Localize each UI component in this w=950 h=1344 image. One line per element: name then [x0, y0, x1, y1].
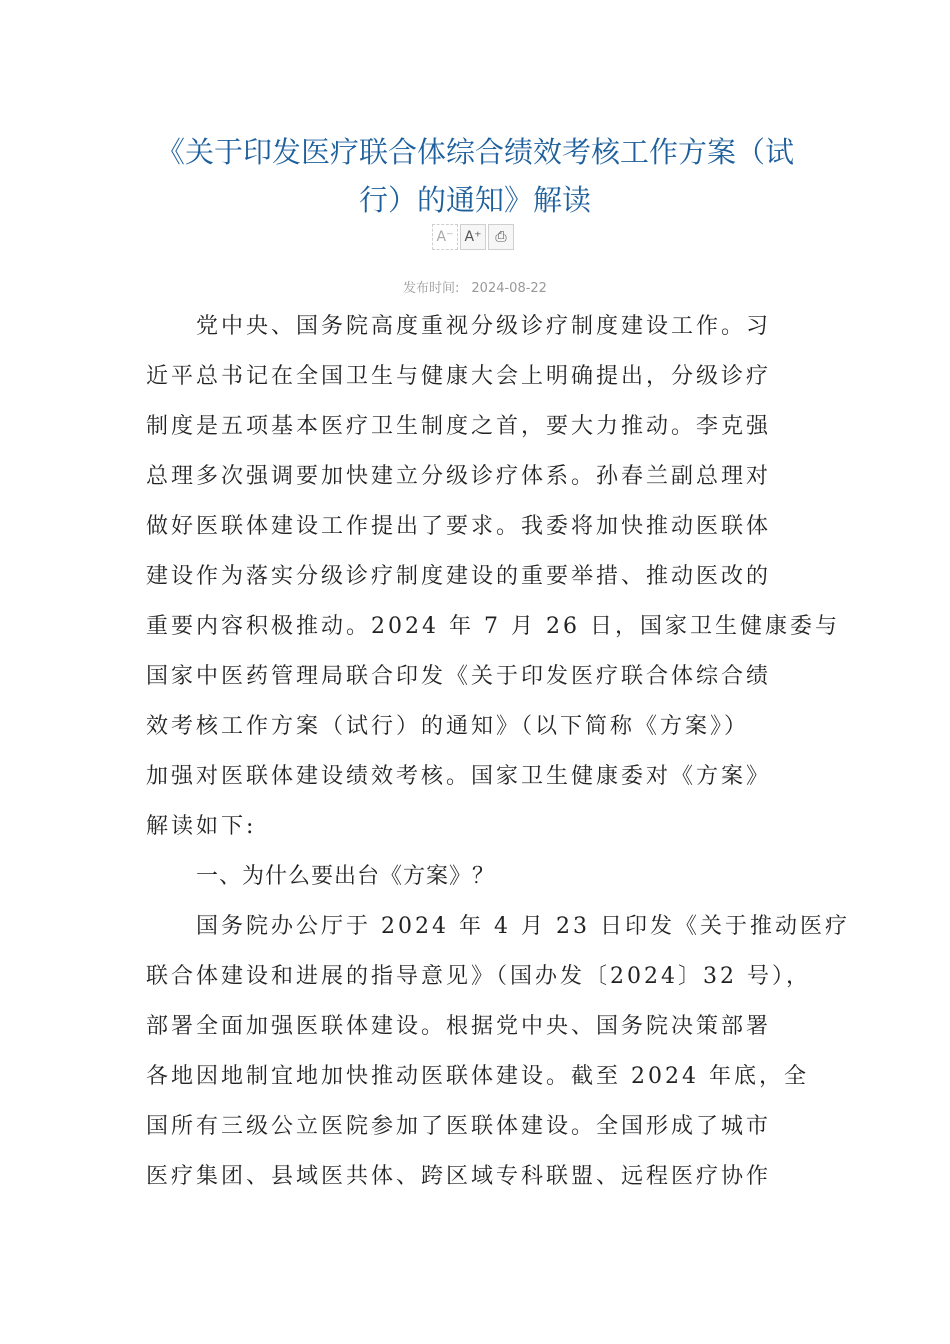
body-line: 近平总书记在全国卫生与健康大会上明确提出，分级诊疗: [146, 364, 772, 389]
print-icon: ⎙: [495, 229, 507, 245]
article-title: [140, 128, 810, 224]
body-line: 加强对医联体建设绩效考核。国家卫生健康委对《方案》: [146, 764, 772, 789]
publish-date: [0, 277, 950, 296]
publish-date-value: 2024-08-22: [471, 281, 547, 296]
body-line: 做好医联体建设工作提出了要求。我委将加快推动医联体: [146, 514, 772, 539]
article-body: [146, 302, 850, 1202]
body-line: 总理多次强调要加快建立分级诊疗体系。孙春兰副总理对: [146, 464, 772, 489]
body-line: 医疗集团、县域医共体、跨区域专科联盟、远程医疗协作: [146, 1164, 772, 1189]
section-heading: 一、为什么要出台《方案》？: [196, 864, 496, 889]
font-smaller-button[interactable]: [432, 224, 458, 250]
body-line: 国务院办公厅于 2024 年 4 月 23 日印发《关于推动医疗: [196, 914, 850, 939]
body-line: 各地因地制宜地加快推动医联体建设。截至 2024 年底，全: [146, 1064, 809, 1089]
body-line: 解读如下:: [146, 814, 257, 839]
body-line: 重要内容积极推动。2024 年 7 月 26 日，国家卫生健康委与: [146, 614, 840, 639]
print-button[interactable]: [488, 224, 514, 250]
font-larger-icon: A⁺: [464, 229, 482, 245]
title-line-1: 《关于印发医疗联合体综合绩效考核工作方案（试: [155, 135, 794, 169]
text-tools: [432, 224, 514, 250]
title-line-2: 行）的通知》解读: [358, 183, 591, 217]
font-smaller-icon: A⁻: [436, 229, 454, 245]
body-line: 国家中医药管理局联合印发《关于印发医疗联合体综合绩: [146, 664, 772, 689]
body-line: 联合体建设和进展的指导意见》（国办发〔2024〕32 号），: [146, 964, 811, 989]
body-line: 部署全面加强医联体建设。根据党中央、国务院决策部署: [146, 1014, 772, 1039]
font-larger-button[interactable]: [460, 224, 486, 250]
body-line: 制度是五项基本医疗卫生制度之首，要大力推动。李克强: [146, 414, 772, 439]
body-line: 效考核工作方案（试行）的通知》（以下简称《方案》）: [146, 714, 750, 739]
body-line: 党中央、国务院高度重视分级诊疗制度建设工作。习: [196, 314, 772, 339]
body-line: 国所有三级公立医院参加了医联体建设。全国形成了城市: [146, 1114, 772, 1139]
body-line: 建设作为落实分级诊疗制度建设的重要举措、推动医改的: [146, 564, 772, 589]
publish-date-label: 发布时间:: [403, 281, 460, 296]
